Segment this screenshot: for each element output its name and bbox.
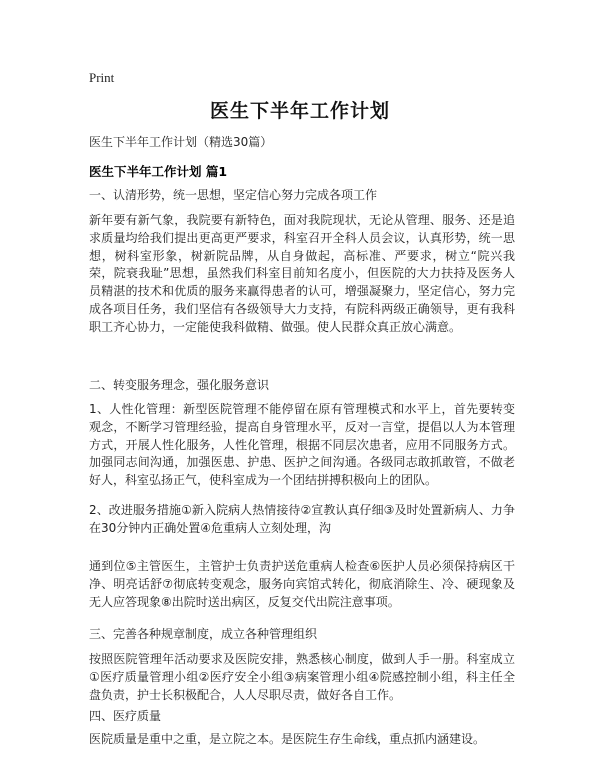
paragraph-situation: 新年要有新气象，我院要有新特色，面对我院现状，无论从管理、服务、还是追求质量均给我们提出更高更严要求，科室召开全科人员会议，认真形势，统一思想，树科室形象，树新院品牌，从自身做起，高标准、严要求，树立“院兴我荣，院衰我耻”思想，虽然我们科室目前知名度小，但医院的大力扶持及医务人员精湛的技术和优质的服务来赢得患者的认可，增强凝聚力，坚定信心，努力完成各项目任务，我们坚信有各级领导大力支持，有院科两级正确领导，更有我科职工齐心协力，一定能使我科做精、做强。使人民群众真正放心满意。: [89, 213, 515, 334]
paragraph-service-measures: 2、改进服务措施①新入院病人热情接待②宣教认真仔细③及时处置新病人、力争在30分钟内正确处置④危重病人立刻处理，沟: [89, 503, 515, 535]
heading-rules-organization: 三、完善各种规章制度，成立各种管理组织: [89, 627, 318, 641]
document-subtitle: 医生下半年工作计划（精选30篇）: [89, 135, 273, 149]
heading-recognize-situation: 一、认清形势，统一思想，坚定信心努力完成各项工作: [89, 188, 378, 202]
paragraph-rules-organization: 按照医院管理年活动要求及医院安排，熟悉核心制度，做到人手一册。科室成立①医疗质量管理小组②医疗安全小组③病案管理小组④院感控制小组，科主任全盘负责，护士长积极配合，人人尽职尽责，做好各自工作。: [89, 652, 515, 702]
print-link[interactable]: Print: [89, 70, 115, 85]
section-heading: 医生下半年工作计划 篇1: [89, 164, 228, 179]
paragraph-humanized-management: 1、人性化管理：新型医院管理不能停留在原有管理模式和水平上，首先要转变观念，不断学习管理经验，提高自身管理水平，反对一言堂，提倡以人为本管理方式，开展人性化服务，人性化管理，根据不同层次患者，应用不同服务方式。加强同志间沟通，加强医患、护患、医护之间沟通。各级同志敢抓敢管，不做老好人，科室弘扬正气，使科室成为一个团结拼搏积极向上的团队。: [89, 402, 515, 488]
heading-service-concept: 二、转变服务理念，强化服务意识: [89, 378, 270, 392]
paragraph-medical-quality: 医院质量是重中之重，是立院之本。是医院生存生命线，重点抓内涵建设。: [89, 732, 486, 746]
paragraph-service-measures-continued: 通到位⑤主管医生，主管护士负责护送危重病人检查⑥医护人员必须保持病区干净、明亮话舒⑦彻底转变观念，服务向宾馆式转化，彻底消除生、冷、硬现象及无人应答现象⑧出院时送出病区，反复交代出院注意事项。: [89, 559, 515, 609]
document-title: 医生下半年工作计划: [209, 100, 390, 122]
heading-medical-quality: 四、医疗质量: [89, 709, 162, 723]
